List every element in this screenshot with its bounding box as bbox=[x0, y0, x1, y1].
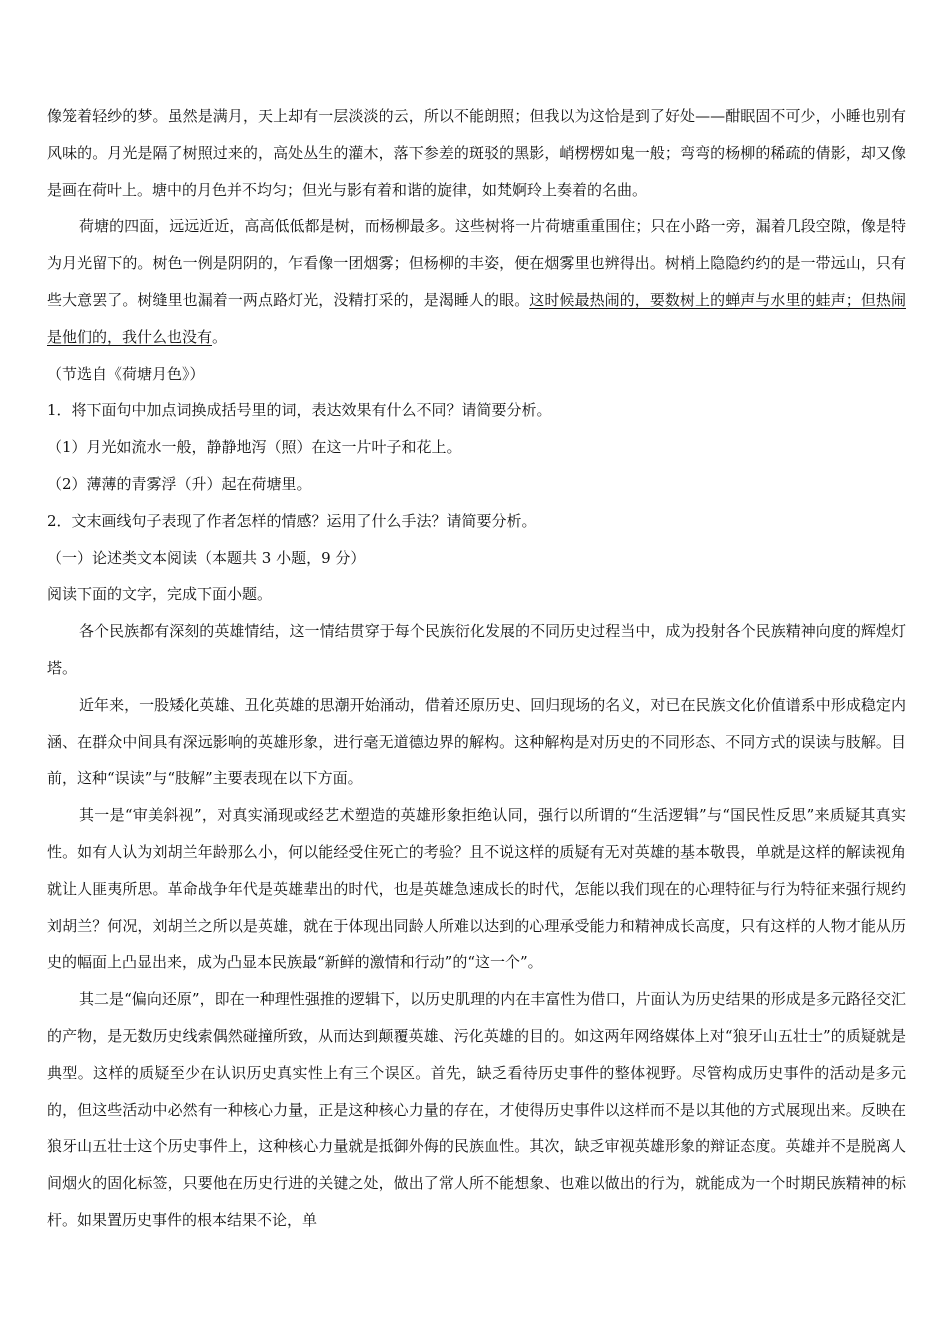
essay-paragraph: 近年来，一股矮化英雄、丑化英雄的思潮开始涌动，借着还原历史、回归现场的名义，对已在民族文化价值谱系中形成稳定内涵、在群众中间具有深远影响的英雄形象，进行毫无道德边界的解构。这种解构是对历史的不同形态、不同方式的误读与肢解。目前，这种“误读”与“肢解”主要表现在以下方面。 bbox=[47, 695, 906, 788]
passage-text: 。 bbox=[212, 327, 228, 346]
underlined-sentence: 这时候最热闹的，要数树上的蝉声与水里的蛙声；但热闹是他们的，我什么也没有 bbox=[47, 290, 906, 346]
question-1-item-1: （1）月光如流水一般，静静地泻（照）在这一片叶子和花上。 bbox=[47, 438, 462, 457]
essay-paragraph: 其二是“偏向还原”，即在一种理性强推的逻辑下，以历史肌理的内在丰富性为借口，片面认为历史结果的形成是多元路径交汇的产物，是无数历史线索偶然碰撞所致，从而达到颠覆英雄、污化英雄的目的。如这两年网络媒体上对“狼牙山五壮士”的质疑就是典型。这样的质疑至少在认识历史真实性上有三个误区。首先，缺乏看待历史事件的整体视野。尽管构成历史事件的活动是多元的，但这些活动中必然有一种核心力量，正是这种核心力量的存在，才使得历史事件以这样而不是以其他的方式展现出来。反映在狼牙山五壮士这个历史事件上，这种核心力量就是抵御外侮的民族血性。其次，缺乏审视英雄形象的辩证态度。英雄并不是脱离人间烟火的固化标签，只要他在历史行进的关键之处，做出了常人所不能想象、也难以做出的行为，就能成为一个时期民族精神的标杆。如果置历史事件的根本结果不论，单 bbox=[47, 990, 906, 1229]
question-2: 2．文末画线句子表现了作者怎样的情感？运用了什么手法？请简要分析。 bbox=[47, 511, 537, 530]
source-note: （节选自《荷塘月色》） bbox=[47, 364, 205, 383]
passage-paragraph bbox=[47, 208, 906, 355]
passage-paragraph: 像笼着轻纱的梦。虽然是满月，天上却有一层淡淡的云，所以不能朗照；但我以为这恰是到了好处——酣眠固不可少，小睡也别有风味的。月光是隔了树照过来的，高处丛生的灌木，落下参差的斑驳的黑影，峭楞楞如鬼一般；弯弯的杨柳的稀疏的倩影，却又像是画在荷叶上。塘中的月色并不均匀；但光与影有着和谐的旋律，如梵婀玲上奏着的名曲。 bbox=[47, 107, 906, 199]
section-heading: （一）论述类文本阅读（本题共 3 小题，9 分） bbox=[47, 548, 366, 567]
question-1-item-2: （2）薄薄的青雾浮（升）起在荷塘里。 bbox=[47, 474, 312, 493]
passage-text: 荷塘的四面，远远近近，高高低低都是树，而杨柳最多。这些树将一片荷塘重重围住；只在小路一旁，漏着几段空隙，像是特为月光留下的。树色一例是阴阴的，乍看像一团烟雾；但杨柳的丰姿，便在烟雾里也辨得出。树梢上隐隐约约的是一带远山，只有些大意罢了。树缝里也漏着一两点路灯光，没精打采的，是渴睡人的眼。 bbox=[47, 217, 906, 309]
essay-paragraph: 其一是“审美斜视”，对真实涌现或经艺术塑造的英雄形象拒绝认同，强行以所谓的“生活逻辑”与“国民性反思”来质疑其真实性。如有人认为刘胡兰年龄那么小，何以能经受住死亡的考验？且不说这样的质疑有无对英雄的基本敬畏，单就是这样的解读视角就让人匪夷所思。革命战争年代是英雄辈出的时代，也是英雄急速成长的时代，怎能以我们现在的心理特征与行为特征来强行规约刘胡兰？何况，刘胡兰之所以是英雄，就在于体现出同龄人所难以达到的心理承受能力和精神成长高度，只有这样的人物才能从历史的幅面上凸显出来，成为凸显本民族最“新鲜的激情和行动”的“这一个”。 bbox=[47, 806, 906, 972]
essay-paragraph: 各个民族都有深刻的英雄情结，这一情结贯穿于每个民族衍化发展的不同历史过程当中，成为投射各个民族精神向度的辉煌灯塔。 bbox=[47, 622, 906, 677]
section-instruction: 阅读下面的文字，完成下面小题。 bbox=[47, 585, 273, 604]
question-1: 1．将下面句中加点词换成括号里的词，表达效果有什么不同？请简要分析。 bbox=[47, 401, 552, 420]
